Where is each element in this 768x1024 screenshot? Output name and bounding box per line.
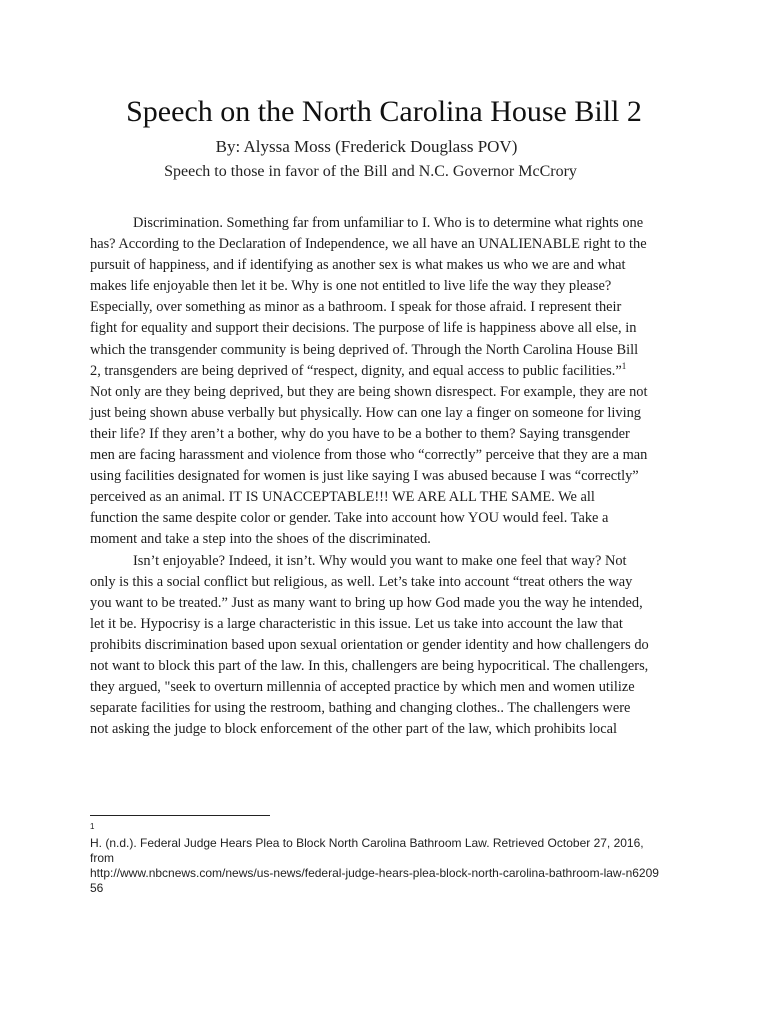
document-title: Speech on the North Carolina House Bill 2: [126, 95, 642, 128]
footnote-line: H. (n.d.). Federal Judge Hears Plea to Block North Carolina Bathroom Law. Retrieved October 27, 2016,: [90, 836, 644, 850]
body-line: you want to be treated.” Just as many want to bring up how God made you the way he intended,: [90, 594, 643, 611]
body-line-with-footnote: [90, 361, 680, 382]
body-line: they argued, "seek to overturn millennia of accepted practice by which men and women utilize: [90, 679, 635, 696]
body-line: not asking the judge to block enforcement of the other part of the law, which prohibits local: [90, 721, 617, 738]
body-line: men are facing harassment and violence from those who “correctly” perceive that they are a man: [90, 447, 648, 464]
body-line: perceived as an animal. IT IS UNACCEPTABLE!!! WE ARE ALL THE SAME. We all: [90, 489, 595, 506]
body-line: only is this a social conflict but religious, as well. Let’s take into account “treat others the way: [90, 573, 633, 590]
body-line: fight for equality and support their decisions. The purpose of life is happiness above all else, in: [90, 320, 637, 337]
author-byline: By: Alyssa Moss (Frederick Douglass POV): [215, 137, 518, 156]
body-line: Not only are they being deprived, but they are being shown disrespect. For example, they are not: [90, 383, 648, 400]
body-line: moment and take a step into the shoes of the discriminated.: [90, 531, 431, 548]
body-line-text: 2, transgenders are being deprived of “respect, dignity, and equal access to public facilities.”: [90, 362, 622, 379]
body-line: just being shown abuse verbally but physically. How can one lay a finger on someone for living: [90, 404, 641, 421]
footnote-line: from: [90, 851, 114, 865]
body-line: Especially, over something as minor as a bathroom. I speak for those afraid. I represent their: [90, 299, 622, 316]
footnote: [90, 822, 690, 896]
body-line: separate facilities for using the restroom, bathing and changing clothes.. The challengers were: [90, 700, 631, 717]
body-line: Isn’t enjoyable? Indeed, it isn’t. Why would you want to make one feel that way? Not: [133, 552, 627, 569]
body-line: prohibits discrimination based upon sexual orientation or gender identity and how challengers do: [90, 636, 649, 653]
footnote-url-continued[interactable]: 56: [90, 881, 104, 895]
speech-body: [90, 213, 680, 740]
footnote-number: 1: [90, 822, 95, 831]
footnote-reference[interactable]: 1: [621, 360, 627, 371]
body-line: using facilities designated for women is just like saying I was abused because I was “correctly”: [90, 468, 639, 485]
body-line: pursuit of happiness, and if identifying as another sex is what makes us who we are and what: [90, 257, 626, 274]
footnote-url[interactable]: http://www.nbcnews.com/news/us-news/federal-judge-hears-plea-block-north-carolina-bathroom-law-n6209: [90, 866, 659, 880]
body-line: which the transgender community is being deprived of. Through the North Carolina House Bill: [90, 341, 639, 358]
body-line: function the same despite color or gender. Take into account how YOU would feel. Take a: [90, 510, 609, 527]
body-line: Discrimination. Something far from unfamiliar to I. Who is to determine what rights one: [133, 215, 644, 231]
body-line: their life? If they aren’t a bother, why do you have to be a bother to them? Saying transgender: [90, 425, 630, 442]
body-line: has? According to the Declaration of Independence, we all have an UNALIENABLE right to the: [90, 236, 647, 253]
body-line: makes life enjoyable then let it be. Why is one not entitled to live life the way they please?: [90, 278, 612, 295]
speech-subtitle: Speech to those in favor of the Bill and N.C. Governor McCrory: [164, 163, 577, 180]
body-line: let it be. Hypocrisy is a large characteristic in this issue. Let us take into account the law that: [90, 615, 623, 632]
body-line: not want to block this part of the law. In this, challengers are being hypocritical. The challengers,: [90, 657, 649, 674]
footnote-separator: [90, 815, 270, 816]
